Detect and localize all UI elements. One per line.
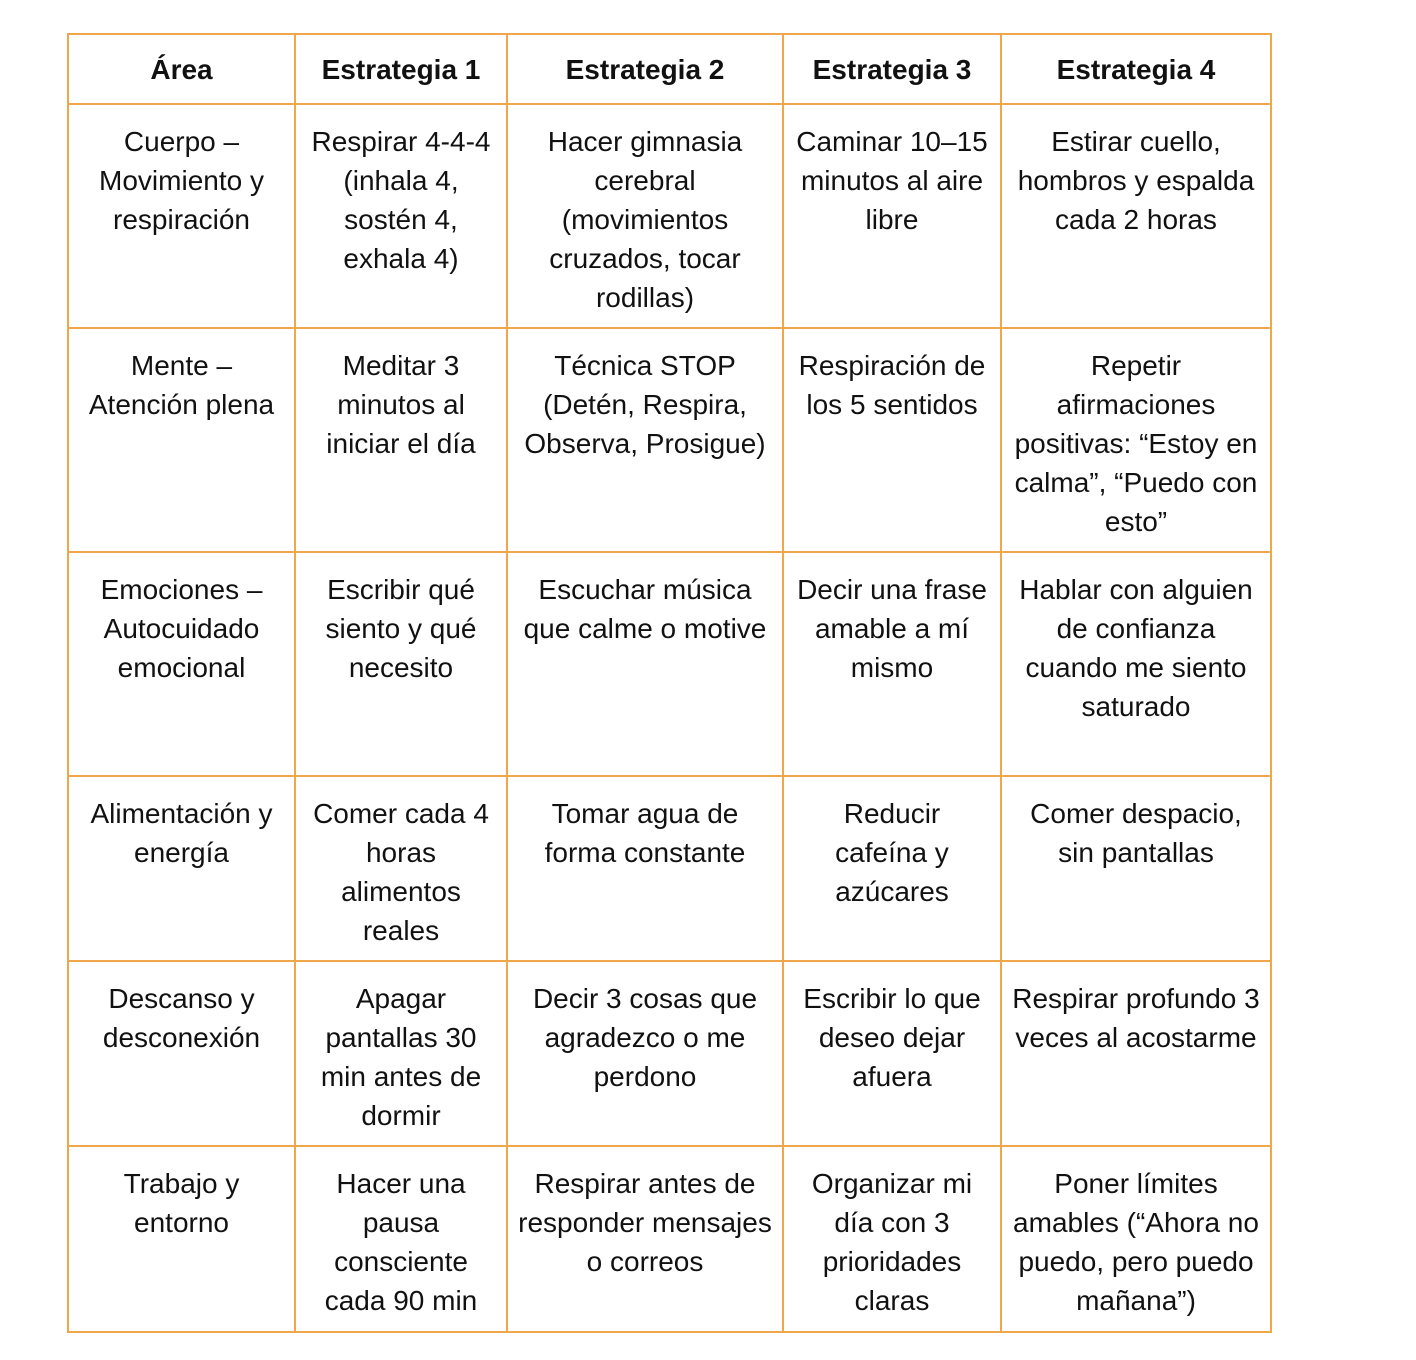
header-strategy-4: Estrategia 4 bbox=[1001, 34, 1271, 104]
strategy-cell: Estirar cuello, hombros y espalda cada 2 horas bbox=[1001, 104, 1271, 328]
strategy-cell: Respirar profundo 3 veces al acostarme bbox=[1001, 961, 1271, 1146]
strategy-cell: Decir una frase amable a mí mismo bbox=[783, 552, 1001, 776]
table-row bbox=[68, 961, 1271, 1146]
strategy-cell: Meditar 3 minutos al iniciar el día bbox=[295, 328, 507, 552]
strategy-cell: Hablar con alguien de confianza cuando me siento saturado bbox=[1001, 552, 1271, 776]
strategy-cell: Técnica STOP (Detén, Respira, Observa, Prosigue) bbox=[507, 328, 783, 552]
area-cell: Descanso y desconexión bbox=[68, 961, 295, 1146]
table-header-row bbox=[68, 34, 1271, 104]
strategy-cell: Tomar agua de forma constante bbox=[507, 776, 783, 961]
strategy-cell: Hacer una pausa consciente cada 90 min bbox=[295, 1146, 507, 1332]
strategy-cell: Escribir lo que deseo dejar afuera bbox=[783, 961, 1001, 1146]
area-cell: Emociones – Autocuidado emocional bbox=[68, 552, 295, 776]
area-cell: Cuerpo – Movimiento y respiración bbox=[68, 104, 295, 328]
strategy-cell: Organizar mi día con 3 prioridades claras bbox=[783, 1146, 1001, 1332]
strategy-cell: Escuchar música que calme o motive bbox=[507, 552, 783, 776]
header-area: Área bbox=[68, 34, 295, 104]
strategy-cell: Comer cada 4 horas alimentos reales bbox=[295, 776, 507, 961]
table-row bbox=[68, 1146, 1271, 1332]
area-cell: Trabajo y entorno bbox=[68, 1146, 295, 1332]
strategies-table bbox=[67, 33, 1272, 1333]
table-row bbox=[68, 776, 1271, 961]
strategy-cell: Comer despacio, sin pantallas bbox=[1001, 776, 1271, 961]
strategy-cell: Respiración de los 5 sentidos bbox=[783, 328, 1001, 552]
strategy-cell: Decir 3 cosas que agradezco o me perdono bbox=[507, 961, 783, 1146]
header-strategy-1: Estrategia 1 bbox=[295, 34, 507, 104]
strategy-cell: Escribir qué siento y qué necesito bbox=[295, 552, 507, 776]
strategy-cell: Apagar pantallas 30 min antes de dormir bbox=[295, 961, 507, 1146]
strategy-cell: Respirar 4-4-4 (inhala 4, sostén 4, exhala 4) bbox=[295, 104, 507, 328]
header-strategy-3: Estrategia 3 bbox=[783, 34, 1001, 104]
strategy-cell: Repetir afirmaciones positivas: “Estoy en calma”, “Puedo con esto” bbox=[1001, 328, 1271, 552]
strategy-cell: Hacer gimnasia cerebral (movimientos cruzados, tocar rodillas) bbox=[507, 104, 783, 328]
strategy-cell: Reducir cafeína y azúcares bbox=[783, 776, 1001, 961]
table-row bbox=[68, 104, 1271, 328]
area-cell: Mente – Atención plena bbox=[68, 328, 295, 552]
table-row bbox=[68, 328, 1271, 552]
strategy-cell: Respirar antes de responder mensajes o correos bbox=[507, 1146, 783, 1332]
header-strategy-2: Estrategia 2 bbox=[507, 34, 783, 104]
strategy-cell: Caminar 10–15 minutos al aire libre bbox=[783, 104, 1001, 328]
strategies-table-container bbox=[67, 33, 1270, 1333]
strategy-cell: Poner límites amables (“Ahora no puedo, pero puedo mañana”) bbox=[1001, 1146, 1271, 1332]
table-row bbox=[68, 552, 1271, 776]
area-cell: Alimentación y energía bbox=[68, 776, 295, 961]
